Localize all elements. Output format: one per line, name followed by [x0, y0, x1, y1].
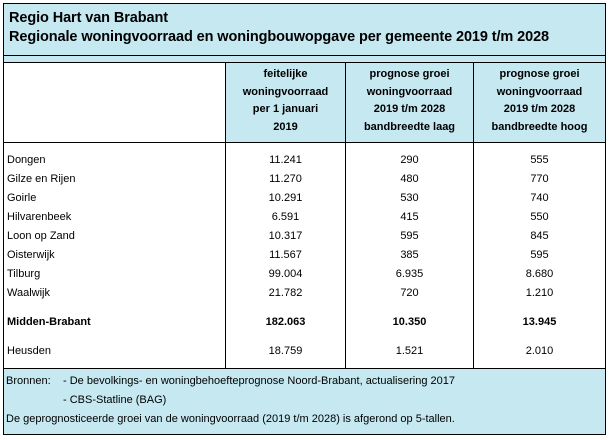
table-row	[4, 189, 605, 208]
column-header-line: 2019 t/m 2028	[373, 103, 446, 115]
column-header-line: bandbreedte laag	[363, 120, 456, 133]
cell-groei-hoog: 550	[530, 211, 549, 223]
cell-groei-laag: 1.521	[395, 345, 424, 357]
municipality-name: Hilvarenbeek	[7, 211, 72, 223]
table-row	[4, 151, 605, 170]
total-row	[4, 313, 605, 332]
cell-voorraad: 6.591	[271, 211, 300, 223]
rounding-note	[6, 410, 605, 429]
total-groei-hoog: 13.945	[522, 316, 557, 328]
cell-groei-laag: 385	[400, 249, 419, 261]
cell-voorraad: 10.291	[268, 192, 303, 204]
cell-groei-laag: 6.935	[395, 268, 424, 280]
table-row	[4, 342, 605, 361]
cell-groei-laag: 415	[400, 211, 419, 223]
total-voorraad: 182.063	[265, 316, 306, 328]
column-header-line: prognose groei	[499, 68, 580, 80]
column-header-line: bandbreedte hoog	[491, 120, 588, 133]
cell-groei-hoog: 845	[530, 230, 549, 242]
cell-groei-hoog: 555	[530, 154, 549, 166]
cell-voorraad: 11.241	[269, 154, 302, 166]
cell-voorraad: 11.567	[269, 249, 302, 261]
municipality-name: Dongen	[7, 154, 46, 166]
cell-voorraad: 11.270	[269, 173, 302, 185]
cell-groei-hoog: 8.680	[525, 268, 554, 280]
cell-groei-laag: 480	[400, 173, 419, 185]
data-table	[4, 62, 605, 369]
column-header-line: woningvoorraad	[366, 85, 453, 98]
table-row	[4, 246, 605, 265]
source-line	[6, 372, 605, 391]
column-header-line: 2019 t/m 2028	[503, 103, 576, 115]
column-header-groei-hoog	[474, 63, 605, 143]
cell-groei-laag: 290	[400, 154, 419, 166]
cell-groei-hoog: 1.210	[525, 287, 554, 299]
municipality-name: Goirle	[7, 192, 37, 204]
municipality-name: Waalwijk	[7, 287, 50, 299]
title-block	[4, 4, 605, 56]
municipality-name: Heusden	[7, 345, 52, 357]
column-header-line: feitelijke	[263, 68, 308, 80]
source-item: - CBS-Statline (BAG)	[63, 394, 167, 406]
name-column-header	[4, 63, 225, 143]
cell-groei-hoog: 595	[530, 249, 549, 261]
cell-groei-laag: 595	[400, 230, 419, 242]
column-header-line: woningvoorraad	[242, 85, 329, 98]
table-row	[4, 170, 605, 189]
total-name: Midden-Brabant	[7, 316, 91, 328]
table-row	[4, 227, 605, 246]
sources-label: Bronnen:	[6, 375, 51, 387]
source-item: - De bevolkings- en woningbehoefteprognose Noord-Brabant, actualisering 2017	[63, 375, 455, 387]
column-header-line: per 1 januari	[252, 103, 319, 115]
note-text: De geprognosticeerde groei van de woningvoorraad (2019 t/m 2028) is afgerond op 5-tallen.	[6, 413, 455, 425]
column-header-line: woningvoorraad	[496, 85, 583, 98]
table-row	[4, 284, 605, 303]
cell-voorraad: 18.759	[268, 345, 303, 357]
cell-groei-hoog: 740	[530, 192, 549, 204]
cell-groei-hoog: 770	[530, 173, 549, 185]
municipality-name: Oisterwijk	[7, 249, 55, 261]
cell-groei-hoog: 2.010	[525, 345, 554, 357]
municipality-name: Gilze en Rijen	[7, 173, 76, 185]
source-note	[4, 369, 605, 434]
municipality-name: Tilburg	[7, 268, 41, 280]
cell-voorraad: 10.317	[268, 230, 303, 242]
page-title: Regio Hart van Brabant	[9, 10, 168, 26]
cell-voorraad: 99.004	[268, 268, 303, 280]
municipality-name: Loon op Zand	[7, 230, 75, 242]
source-line	[6, 391, 605, 410]
page-subtitle: Regionale woningvoorraad en woningbouwopgave per gemeente 2019 t/m 2028	[9, 29, 549, 45]
total-groei-laag: 10.350	[392, 316, 427, 328]
column-header-voorraad	[226, 63, 345, 143]
column-header-line: 2019	[273, 120, 298, 133]
table-row	[4, 265, 605, 284]
table-row	[4, 208, 605, 227]
column-header-groei-laag	[346, 63, 473, 143]
cell-groei-laag: 720	[400, 287, 419, 299]
column-header-line: prognose groei	[369, 68, 450, 80]
cell-groei-laag: 530	[400, 192, 419, 204]
cell-voorraad: 21.782	[268, 287, 303, 299]
